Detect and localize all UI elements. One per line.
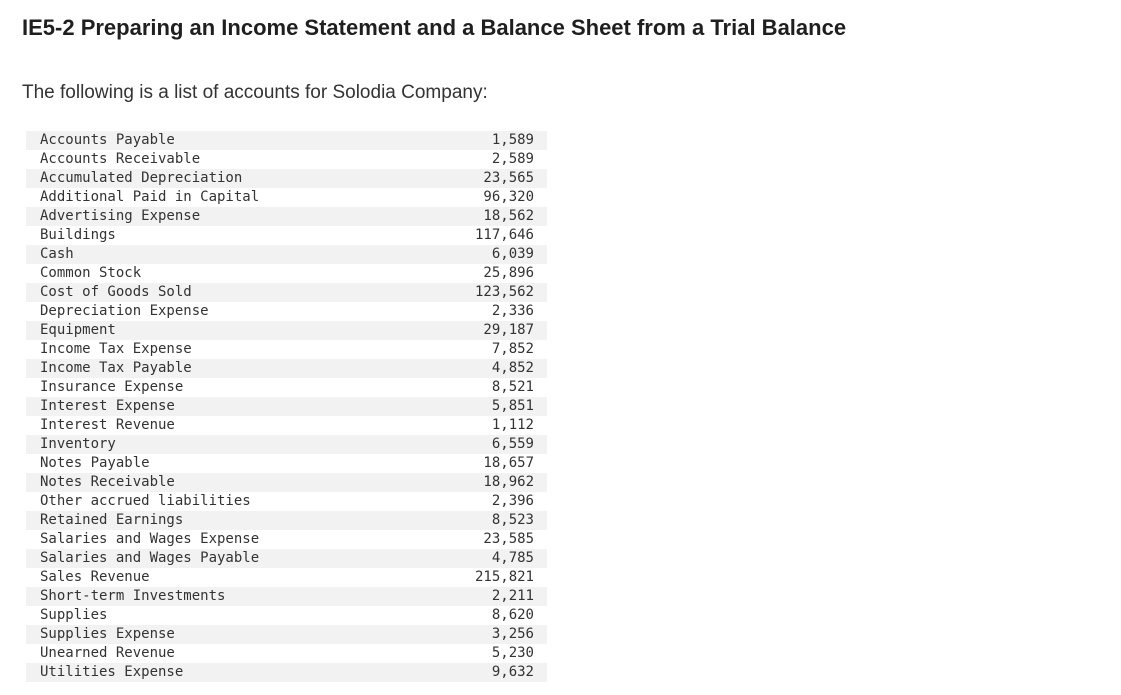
- account-row: [26, 511, 547, 530]
- account-name: Inventory: [26, 435, 420, 454]
- account-name: Other accrued liabilities: [40, 493, 251, 509]
- account-row: [26, 283, 547, 302]
- account-amount: 96,320: [483, 189, 534, 205]
- account-row: [26, 207, 547, 226]
- account-amount: 2,211: [420, 587, 547, 606]
- account-name: Salaries and Wages Expense: [40, 531, 260, 547]
- account-row: [26, 150, 547, 169]
- account-amount: 7,852: [491, 341, 534, 357]
- account-name: Short-term Investments: [26, 587, 420, 606]
- account-name: Accounts Receivable: [40, 151, 201, 167]
- account-name: Advertising Expense: [26, 207, 420, 226]
- intro-text: The following is a list of accounts for Solodia Company:: [22, 82, 488, 103]
- account-name: Equipment: [26, 321, 420, 340]
- account-amount: 117,646: [474, 227, 534, 243]
- account-row: [26, 492, 547, 511]
- page-title: IE5-2 Preparing an Income Statement and a Balance Sheet from a Trial Balance: [22, 15, 847, 40]
- account-row: [26, 473, 547, 492]
- account-name: Notes Receivable: [26, 473, 420, 492]
- account-amount: 8,523: [420, 511, 547, 530]
- account-row: [26, 606, 547, 625]
- account-amount: 18,962: [420, 473, 547, 492]
- account-amount: 1,589: [420, 131, 547, 150]
- account-row: [26, 454, 547, 473]
- account-row: [26, 378, 547, 397]
- account-amount: 2,336: [491, 303, 534, 319]
- account-amount: 25,896: [483, 265, 534, 281]
- account-row: [26, 359, 547, 378]
- account-amount: 9,632: [420, 663, 547, 682]
- account-amount: 6,039: [420, 245, 547, 264]
- account-amount: 29,187: [420, 321, 547, 340]
- account-row: [26, 530, 547, 549]
- account-row: [26, 188, 547, 207]
- account-amount: 215,821: [474, 569, 534, 585]
- account-name: Common Stock: [40, 265, 142, 281]
- account-name: Interest Revenue: [40, 417, 175, 433]
- account-name: Retained Earnings: [26, 511, 420, 530]
- account-name: Supplies Expense: [26, 625, 420, 644]
- account-row: [26, 226, 547, 245]
- account-name: Sales Revenue: [40, 569, 150, 585]
- account-amount: 8,620: [491, 607, 534, 623]
- account-amount: 8,521: [491, 379, 534, 395]
- account-amount: 3,256: [420, 625, 547, 644]
- account-name: Accumulated Depreciation: [26, 169, 420, 188]
- account-name: Accounts Payable: [26, 131, 420, 150]
- account-amount: 2,396: [491, 493, 534, 509]
- account-row: [26, 416, 547, 435]
- account-amount: 5,230: [491, 645, 534, 661]
- account-name: Insurance Expense: [40, 379, 184, 395]
- account-name: Supplies: [40, 607, 108, 623]
- account-row: [26, 302, 547, 321]
- account-row: [26, 397, 547, 416]
- account-amount: 2,589: [491, 151, 534, 167]
- account-row: [26, 568, 547, 587]
- account-name: Cost of Goods Sold: [26, 283, 420, 302]
- account-amount: 23,565: [420, 169, 547, 188]
- account-row: [26, 663, 547, 682]
- account-name: Utilities Expense: [26, 663, 420, 682]
- account-amount: 4,785: [420, 549, 547, 568]
- account-amount: 23,585: [483, 531, 534, 547]
- account-amount: 6,559: [420, 435, 547, 454]
- account-row: [26, 625, 547, 644]
- account-row: [26, 587, 547, 606]
- account-name: Income Tax Payable: [26, 359, 420, 378]
- account-row: [26, 435, 547, 454]
- account-row: [26, 264, 547, 283]
- account-row: [26, 321, 547, 340]
- account-name: Additional Paid in Capital: [40, 189, 260, 205]
- accounts-table-body: [26, 131, 547, 682]
- account-row: [26, 131, 547, 150]
- account-name: Cash: [26, 245, 420, 264]
- account-row: [26, 169, 547, 188]
- account-amount: 4,852: [420, 359, 547, 378]
- account-name: Notes Payable: [40, 455, 150, 471]
- account-name: Salaries and Wages Payable: [26, 549, 420, 568]
- account-name: Depreciation Expense: [40, 303, 209, 319]
- account-amount: 18,562: [420, 207, 547, 226]
- account-amount: 5,851: [420, 397, 547, 416]
- account-row: [26, 644, 547, 663]
- account-row: [26, 340, 547, 359]
- accounts-table: [26, 131, 547, 682]
- account-name: Interest Expense: [26, 397, 420, 416]
- account-row: [26, 549, 547, 568]
- account-row: [26, 245, 547, 264]
- account-amount: 18,657: [483, 455, 534, 471]
- account-name: Income Tax Expense: [40, 341, 192, 357]
- account-name: Buildings: [40, 227, 116, 243]
- account-amount: 123,562: [420, 283, 547, 302]
- account-amount: 1,112: [491, 417, 534, 433]
- account-name: Unearned Revenue: [40, 645, 175, 661]
